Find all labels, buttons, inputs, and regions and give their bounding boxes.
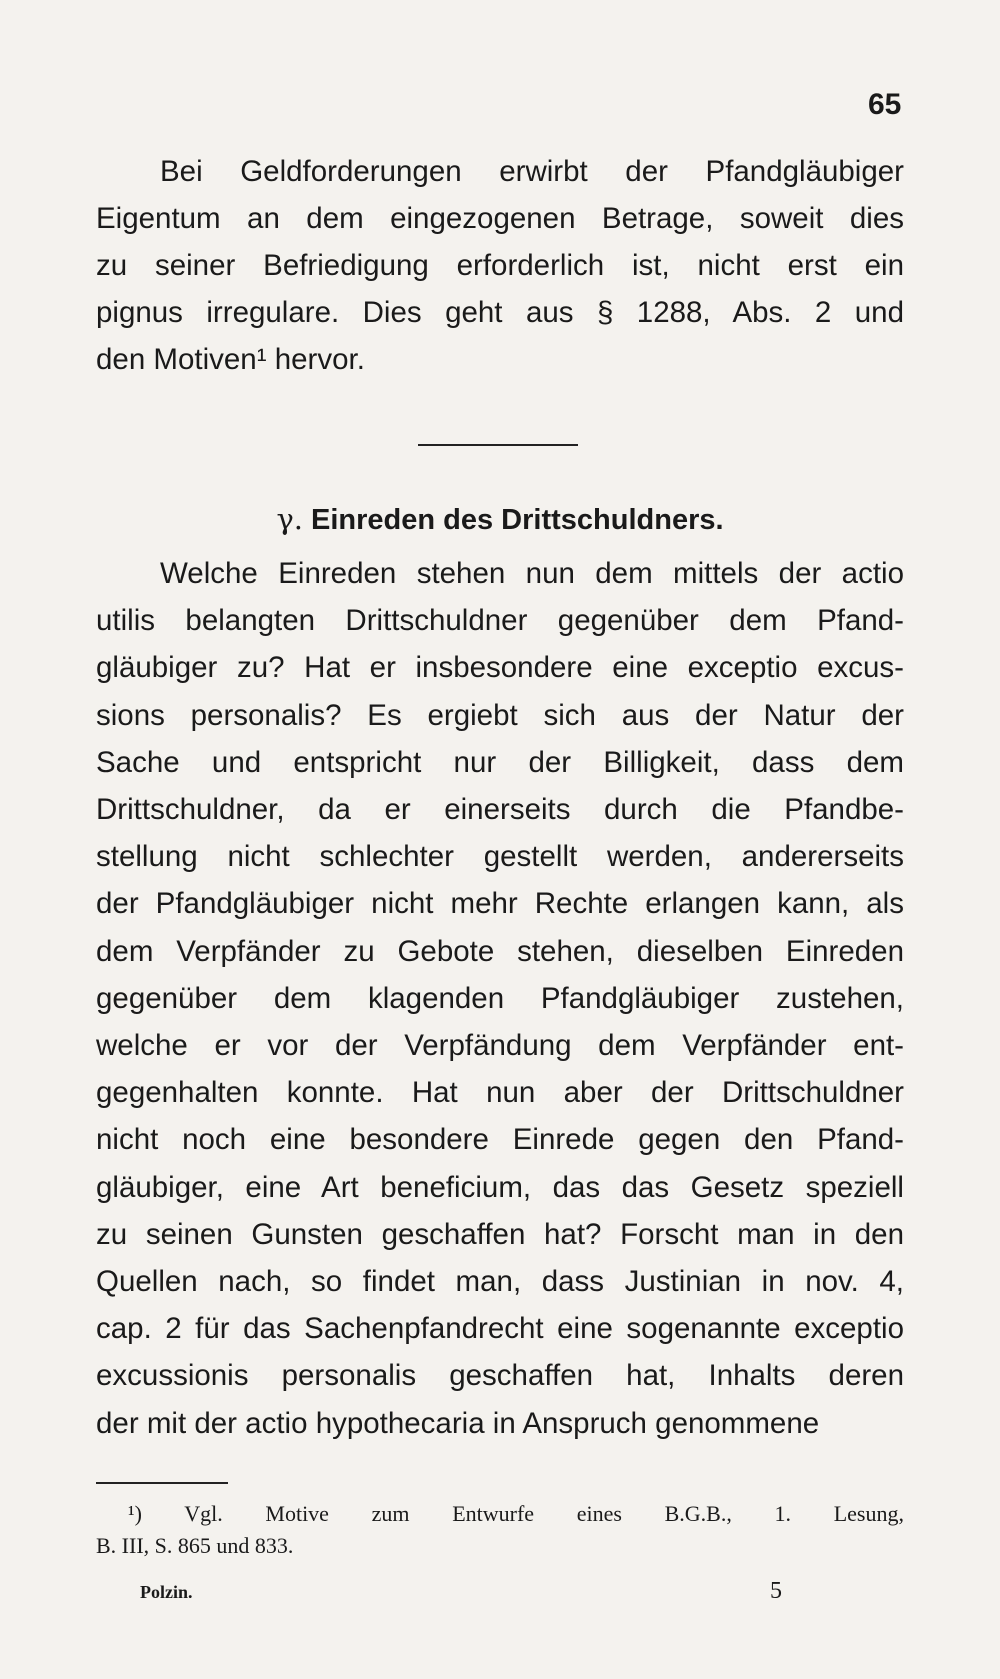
text-line: stellung nicht schlechter gestellt werden, andererseits <box>96 840 904 874</box>
section-title: Einreden des Drittschuldners. <box>311 504 724 536</box>
text-line: Sache und entspricht nur der Billigkeit, dass dem <box>96 745 904 779</box>
text-line: utilis belangten Drittschuldner gegenüber dem Pfand- <box>96 604 904 638</box>
text-line: den Motiven¹ hervor. <box>96 343 365 376</box>
text-line: gläubiger, eine Art beneficium, das das Gesetz speziell <box>96 1170 904 1204</box>
section-symbol: γ. <box>276 502 303 536</box>
footnote-rule <box>96 1482 228 1484</box>
text-line: Bei Geldforderungen erwirbt der Pfandgläubiger <box>160 155 904 188</box>
text-line: zu seinen Gunsten geschaffen hat? Forscht man in den <box>96 1217 904 1251</box>
page-number: 65 <box>868 88 902 121</box>
text-line: pignus irregulare. Dies geht aus § 1288, Abs. 2 und <box>96 296 904 329</box>
text-line: cap. 2 für das Sachenpfandrecht eine sogenannte exceptio <box>96 1312 904 1346</box>
section-divider <box>418 444 578 446</box>
text-line: Eigentum an dem eingezogenen Betrage, soweit dies <box>96 202 904 235</box>
text-line: gegenhalten konnte. Hat nun aber der Drittschuldner <box>96 1076 904 1110</box>
text-line: der mit der actio hypothecaria in Anspruch genommene <box>96 1406 820 1440</box>
section-heading <box>0 502 1000 537</box>
footnote-line: ¹) Vgl. Motive zum Entwurfe eines B.G.B., 1. Lesung, <box>128 1501 904 1526</box>
signature-number: 5 <box>770 1578 782 1604</box>
text-line: welche er vor der Verpfändung dem Verpfänder ent- <box>96 1029 904 1062</box>
text-line: nicht noch eine besondere Einrede gegen den Pfand- <box>96 1123 904 1157</box>
signature-mark: Polzin. <box>140 1582 193 1602</box>
text-line: gegenüber dem klagenden Pfandgläubiger zustehen, <box>96 981 904 1015</box>
text-line: sions personalis? Es ergiebt sich aus der Natur der <box>96 698 904 732</box>
text-line: Drittschuldner, da er einerseits durch die Pfandbe- <box>96 793 904 826</box>
text-line: excussionis personalis geschaffen hat, Inhalts deren <box>96 1359 904 1393</box>
text-line: der Pfandgläubiger nicht mehr Rechte erlangen kann, als <box>96 887 904 921</box>
text-line: Welche Einreden stehen nun dem mittels der actio <box>160 557 904 590</box>
text-line: Quellen nach, so findet man, dass Justinian in nov. 4, <box>96 1265 904 1298</box>
text-line: gläubiger zu? Hat er insbesondere eine exceptio excus- <box>96 651 904 685</box>
text-line: zu seiner Befriedigung erforderlich ist, nicht erst ein <box>96 249 904 282</box>
text-line: dem Verpfänder zu Gebote stehen, dieselben Einreden <box>96 934 904 968</box>
footnote-line: B. III, S. 865 und 833. <box>96 1533 294 1558</box>
